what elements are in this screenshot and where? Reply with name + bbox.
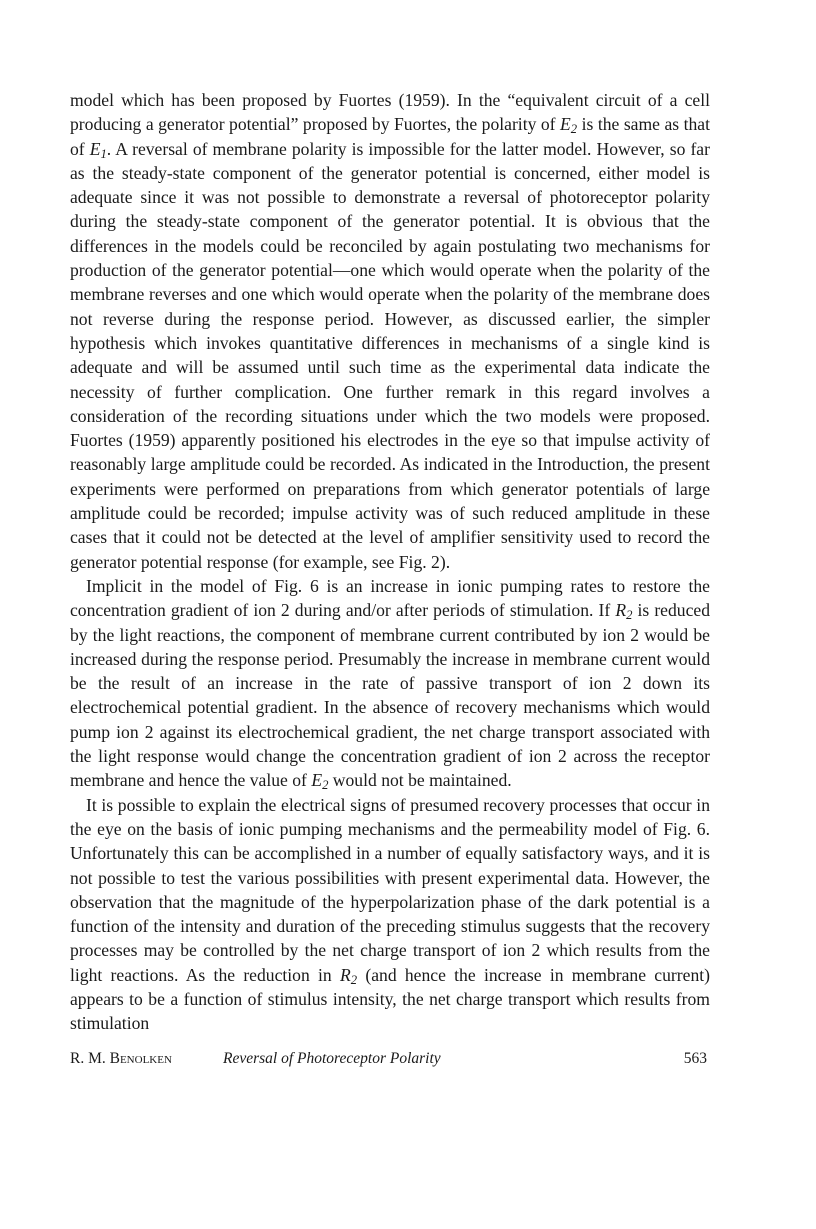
variable-subscript: 2 bbox=[322, 778, 329, 793]
page-number: 563 bbox=[683, 1050, 707, 1067]
math-variable: $E_1$ bbox=[89, 138, 107, 161]
page-footer bbox=[70, 1050, 710, 1074]
article-body bbox=[70, 88, 710, 1036]
variable-subscript: 2 bbox=[626, 608, 633, 623]
author-surname: Benolken bbox=[109, 1050, 172, 1067]
paragraph-3: It is possible to explain the electrical signs of presumed recovery processes that occur in the eye on the basis of ionic pumping mechanisms and the permeability model of Fig. 6. Unfortunately this can be accomplished in a number of equally satisfactory ways, and it is not possible to test the various possibilities with present experimental data. However, the observation that the magnitude of the hyperpolarization phase of the dark potential is a function of the intensity and duration of the preceding stimulus suggests that the recovery processes may be controlled by the net charge transport of ion 2 which results from the light reactions. As the reduction in $R_2$ (and hence the increase in membrane current) appears to be a function of stimulus intensity, the net charge transport which results from stimulation bbox=[70, 794, 710, 1034]
footer-author bbox=[70, 1050, 172, 1068]
math-variable: $E_2$ bbox=[560, 114, 578, 137]
math-variable: $R_2$ bbox=[615, 600, 633, 623]
author-initials: R. M. bbox=[70, 1050, 110, 1067]
paragraph-2: Implicit in the model of Fig. 6 is an increase in ionic pumping rates to restore the concentration gradient of ion 2 during and/or after periods of stimulation. If $R_2$ is reduced by the light reactions, the component of membrane current contributed by ion 2 would be increased during the response period. Presumably the increase in membrane current would be the result of an increase in the rate of passive transport of ion 2 down its electrochemical potential gradient. In the absence of recovery mechanisms which would pump ion 2 against its electrochemical gradient, the net charge transport associated with the light response would change the concentration gradient of ion 2 across the receptor membrane and hence the value of $E_2$ would not be maintained. bbox=[70, 575, 710, 793]
running-title: Reversal of Photoreceptor Polarity bbox=[223, 1050, 441, 1067]
variable-subscript: 1 bbox=[100, 146, 107, 161]
math-variable: $R_2$ bbox=[340, 964, 358, 987]
math-variable: $E_2$ bbox=[311, 770, 329, 793]
variable-subscript: 2 bbox=[570, 122, 578, 137]
paragraph-1: model which has been proposed by Fuortes (1959). In the “equivalent circuit of a cell producing a generator potential” proposed by Fuortes, the polarity of $E_2$ is the same as that of $E_1$. A reversal of membrane polarity is impossible for the latter model. However, so far as the steady-state component of the generator potential is concerned, either model is adequate since it was not possible to demonstrate a reversal of photoreceptor polarity during the steady-state component of the generator potential. It is obvious that the differences in the models could be reconciled by again postulating two mechanisms for production of the generator potential—one which would operate when the polarity of the membrane reverses and one which would operate when the polarity of the membrane does not reverse during the response period. However, as discussed earlier, the simpler hypothesis which invokes quantitative differences in mechanisms of a single kind is adequate and will be assumed until such time as the experimental data indicate the necessity of further complication. One further remark in this regard involves a consideration of the recording situations under which the two models were proposed. Fuortes (1959) apparently positioned his electrodes in the eye so that impulse activity of reasonably large amplitude could be recorded. As indicated in the Introduction, the present experiments were performed on preparations from which generator potentials of large amplitude could be recorded; impulse activity was of such reduced amplitude in these cases that it could not be detected at the level of amplifier sensitivity used to record the generator potential response (for example, see Fig. 2). bbox=[70, 90, 710, 572]
variable-subscript: 2 bbox=[350, 972, 358, 987]
